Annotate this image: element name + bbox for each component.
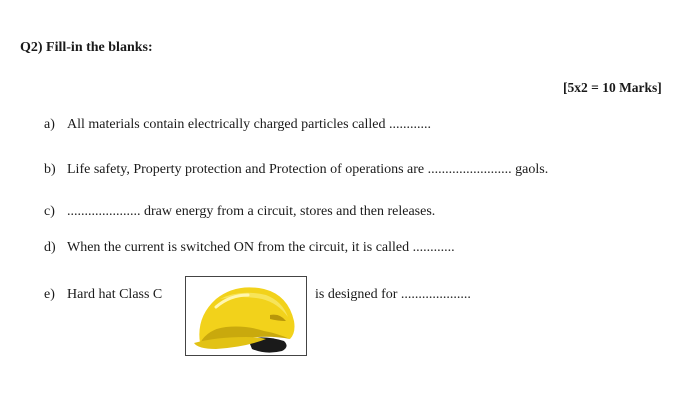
item-letter: c) <box>44 204 55 219</box>
question-item-e <box>44 287 162 303</box>
marks-label: [5x2 = 10 Marks] <box>563 80 662 95</box>
hard-hat-image <box>185 276 307 356</box>
item-text-after: is designed for .................... <box>315 287 471 302</box>
item-text: When the current is switched ON from the circuit, it is called ............ <box>67 240 455 255</box>
item-text: ..................... draw energy from a circuit, stores and then releases. <box>67 204 436 219</box>
hard-hat-icon <box>186 277 306 355</box>
question-item-d <box>44 240 455 256</box>
question-item-b <box>44 162 548 178</box>
item-letter: d) <box>44 240 56 255</box>
item-text: All materials contain electrically charged particles called ............ <box>67 117 431 132</box>
item-text-before: Hard hat Class C <box>67 287 163 302</box>
question-item-a <box>44 117 431 133</box>
question-title: Q2) Fill-in the blanks: <box>20 40 153 55</box>
item-letter: b) <box>44 162 56 177</box>
item-letter: a) <box>44 117 55 132</box>
question-item-c <box>44 204 435 220</box>
question-item-e-continuation <box>315 287 471 303</box>
item-letter: e) <box>44 287 55 302</box>
item-text: Life safety, Property protection and Protection of operations are ........................ gaols. <box>67 162 549 177</box>
